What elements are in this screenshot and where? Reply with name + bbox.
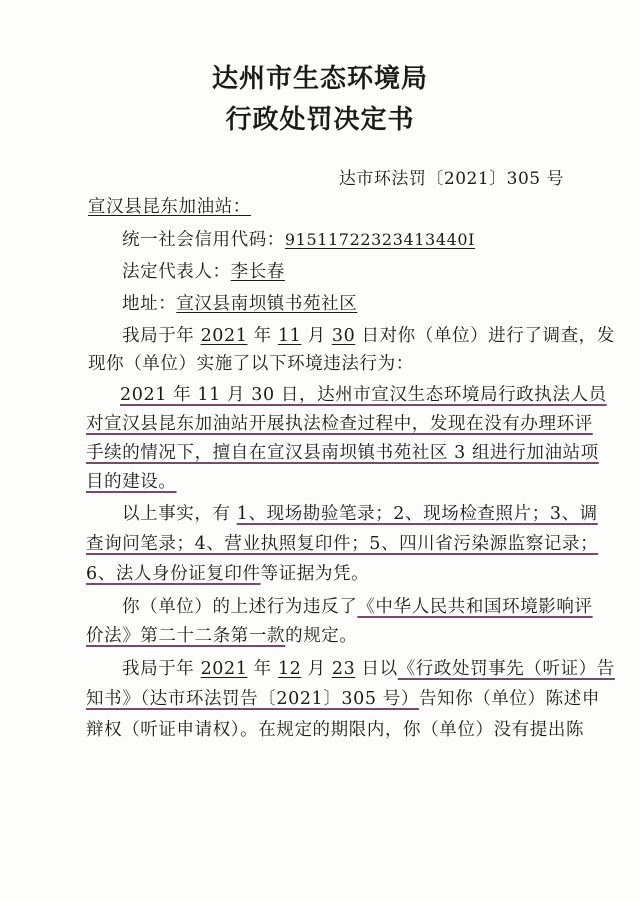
p5-month: 12 [277,659,302,679]
p5-day: 23 [331,659,356,679]
p1-text-a: 我局于年 [122,326,201,346]
p1-text-b: 年 [247,326,278,346]
p5-text-f: 告知你（单位）陈述申 [418,689,600,709]
p1-line2: 现你（单位）实施了以下环境违法行为： [88,354,414,374]
p2-line2 [86,410,593,435]
p5-line2 [86,685,600,710]
credit-code-row [122,226,475,251]
address-row [122,290,357,315]
p1-year: 2021 [200,326,248,346]
p3-line3 [86,560,369,585]
p3-evidence-1: 1、现场勘验笔录；2、现场检查照片；3、调 [236,504,598,524]
legal-rep-row [122,258,285,283]
credit-code-value: 91511722323413440I [284,230,476,249]
p2-line4-text: 目的建设。 [86,472,177,492]
p1-text-c: 月 [301,326,332,346]
recipient-name [88,193,251,218]
p3-text-b: 等证据为凭。 [260,564,370,584]
p4-text-a: 你（单位）的上述行为违反了 [122,597,358,617]
p3-line1 [122,500,598,525]
legal-rep-name: 李长春 [230,262,285,282]
document-number: 达市环法罚〔2021〕305 号 [338,169,564,189]
p5-notice-title: 《行政处罚事先（听证）告 [397,659,615,679]
recipient-name-text: 宣汉县昆东加油站： [88,197,251,217]
p5-line1 [122,655,615,680]
p2-line3-text: 手续的情况下，擅自在宣汉县南坝镇书苑社区 3 组进行加油站项 [86,443,599,463]
p2-line1 [120,381,607,406]
p4-line1 [122,593,593,618]
p4-line2 [86,622,358,647]
p1-day: 30 [331,326,356,346]
p3-evidence-3: 6、法人身份证复印件 [86,564,261,584]
p1-month: 11 [277,326,302,346]
p5-year: 2021 [200,659,248,679]
p2-line4 [86,468,177,493]
p1-text-d: 日对你（单位）进行了调查，发 [355,326,615,346]
p5-notice-number: 知书》（达市环法罚告〔2021〕305 号） [86,689,419,709]
p5-text-b: 年 [247,659,278,679]
p5-text-d: 日以 [355,659,398,679]
p2-line2-text: 对宣汉县昆东加油站开展执法检查过程中，发现在没有办理环评 [86,414,593,434]
p4-text-b: 的规定。 [285,626,358,646]
p3-evidence-2: 查询问笔录；4、营业执照复印件；5、四川省污染源监察记录； [86,534,599,554]
credit-code-label: 统一社会信用代码： [122,230,285,250]
p3-line2 [86,530,598,555]
p4-law-name: 《中华人民共和国环境影响评 [357,597,593,617]
p3-text-a: 以上事实，有 [122,504,237,524]
p4-law-article: 价法》第二十二条第一款 [86,626,286,646]
p5-line3: 辩权（听证申请权）。在规定的期限内，你（单位）没有提出陈 [86,720,585,740]
p5-text-c: 月 [301,659,332,679]
address-value: 宣汉县南坝镇书苑社区 [176,294,358,314]
p2-line3 [86,439,599,464]
p1-line1 [122,322,615,347]
p5-text-a: 我局于年 [122,659,201,679]
agency-title: 达州市生态环境局 [211,64,428,94]
p2-line1-text: 2021 年 11 月 30 日，达州市宣汉生态环境局行政执法人员 [120,385,607,405]
address-label: 地址： [122,294,177,314]
document-title: 行政处罚决定书 [225,105,415,135]
legal-rep-label: 法定代表人： [122,262,231,282]
